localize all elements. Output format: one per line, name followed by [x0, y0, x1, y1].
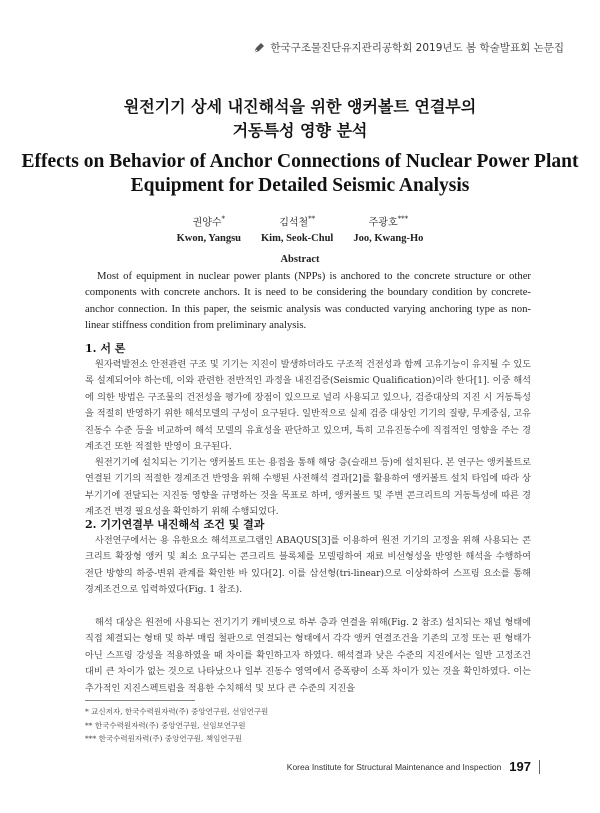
footer-divider — [539, 760, 540, 774]
section-title-analysis: 2. 기기연결부 내진해석 조건 및 결과 — [85, 518, 265, 531]
author-name-en: Joo, Kwang-Ho — [353, 233, 424, 245]
journal-header — [253, 40, 564, 55]
pen-nib-icon — [253, 42, 265, 54]
page-number: 197 — [509, 759, 531, 774]
author — [261, 211, 333, 247]
footer-organization: Korea Institute for Structural Maintenance and Inspection — [286, 761, 502, 772]
page-header — [0, 0, 600, 68]
footnote-divider — [85, 700, 195, 701]
journal-name: 한국구조물진단유지관리공학회 2019년도 봄 학술발표회 논문집 — [270, 42, 564, 54]
section-title-introduction: 1. 서 론 — [85, 342, 126, 355]
body-paragraph: 원자력발전소 안전관련 구조 및 기기는 지진이 발생하더라도 구조적 건전성과 함께 고유기능이 유지될 수 있도록 설계되어야 하는데, 이와 관련한 전반적인 과정을 내진검증(Seismic Qualification)이라 한다[1]. 이중 해석에 의한 방법은 구조물의 건전성을 평가에 장점이 있으므로 널리 사용되고 있으나, 검증대상의 지진 시 거동특성을 적절히 반영하기 위한 해석모델의 구성이 요구된다. 일반적으로 실제 검증 대상인 기기의 질량, 무게중심, 고유진동수 수준 등을 비교하여 해석 모델의 유효성을 판단하고 있으며, 특히 고유진동수에 직접적인 영향을 주는 경계조건 또한 적절한 반영이 요구된다. — [85, 360, 531, 453]
footnote: *** 한국수력원자력(주) 중앙연구원, 책임연구원 — [85, 734, 243, 743]
body-paragraph: 해석 대상은 원전에 사용되는 전기기기 캐비넷으로 하부 층과 연결을 위해(Fig. 2 참조) 설치되는 채널 형태에 직접 체결되는 형태 및 하부 매립 철판으로 연결되는 형태에서 각각 앵커 연결조건을 기존의 고정 또는 핀 형태가 아닌 스프링 강성을 적용하였을 때 차이를 확인하고자 하였다. 해석결과 낮은 수준의 지진에서는 일반 고정조건 대비 큰 차이가 없는 것으로 나타났으나 일부 진동수 영역에서 증폭량이 소폭 차이가 있는 것을 확인하였다. 이는 추가적인 지진스펙트럼을 적용한 수치해석 및 보다 큰 수준의 지진을 — [85, 618, 531, 694]
author-name-ko: 주광호 — [368, 217, 398, 229]
abstract-text: Most of equipment in nuclear power plants (NPPs) is anchored to the concrete structure or other components with concrete anchors. It is need to be considering the boundary condition by concrete-anchor connection. In this paper, the seismic analysis was conducted varying anchoring type as non-linear stiffness condition from preliminary analysis. — [85, 270, 531, 331]
title-english-line2: Equipment for Detailed Seismic Analysis — [130, 175, 470, 196]
author-name-en: Kwon, Yangsu — [176, 233, 241, 245]
author-mark: * — [221, 215, 226, 223]
author — [353, 211, 423, 247]
body-paragraph: 원전기기에 설치되는 기기는 앵커볼트 또는 용접을 통해 해당 층(슬래브 등)에 설치된다. 본 연구는 앵커볼트로 연결된 기기의 적절한 경계조건 반영을 위해 수행된 사전해석 결과[2]를 활용하여 앵커볼트 설치 타입에 따라 상부기기에 전달되는 지진동 영향을 규명하는 것을 목표로 하며, 앵커볼트 및 주변 콘크리트의 거동특성에 따른 경계조건 변경 필요성을 확인하기 위해 수행되었다. — [85, 458, 531, 518]
author-list — [0, 211, 600, 247]
author — [177, 211, 241, 247]
footnote: ** 한국수력원자력(주) 중앙연구원, 선임보연구원 — [85, 720, 246, 730]
page-footer — [287, 759, 540, 774]
author-name-ko: 김석철 — [279, 217, 309, 229]
author-name-ko: 권양수 — [192, 217, 222, 229]
abstract-heading: Abstract — [280, 254, 320, 265]
title-korean-line1: 원전기기 상세 내진해석을 위한 앵커볼트 연결부의 — [123, 97, 477, 116]
author-name-en: Kim, Seok-Chul — [261, 233, 334, 245]
body-paragraph: 사전연구에서는 용 유한요소 해석프로그램인 ABAQUS[3]를 이용하여 원전 기기의 고정을 위해 사용되는 콘크리트 확장형 앵커 및 최소 요구되는 콘크리트 블록체를 모델링하여 재료 비선형성을 반영한 해석을 수행하여 전단 방향의 하중-변위 관계를 확인한 바 있다[2]. 이를 삼선형(tri-linear)으로 이상화하여 스프링 요소를 통해 경계조건으로 입력하였다(Fig. 1 참조). — [85, 536, 531, 596]
footnote: * 교신저자, 한국수력원자력(주) 중앙연구원, 선임연구원 — [85, 707, 269, 716]
title-english-line1: Effects on Behavior of Anchor Connections of Nuclear Power Plant — [21, 151, 579, 172]
author-mark: ** — [308, 215, 316, 223]
author-mark: *** — [397, 215, 409, 223]
footnotes — [85, 705, 268, 746]
title-korean-line2: 거동특성 영향 분석 — [232, 121, 368, 140]
